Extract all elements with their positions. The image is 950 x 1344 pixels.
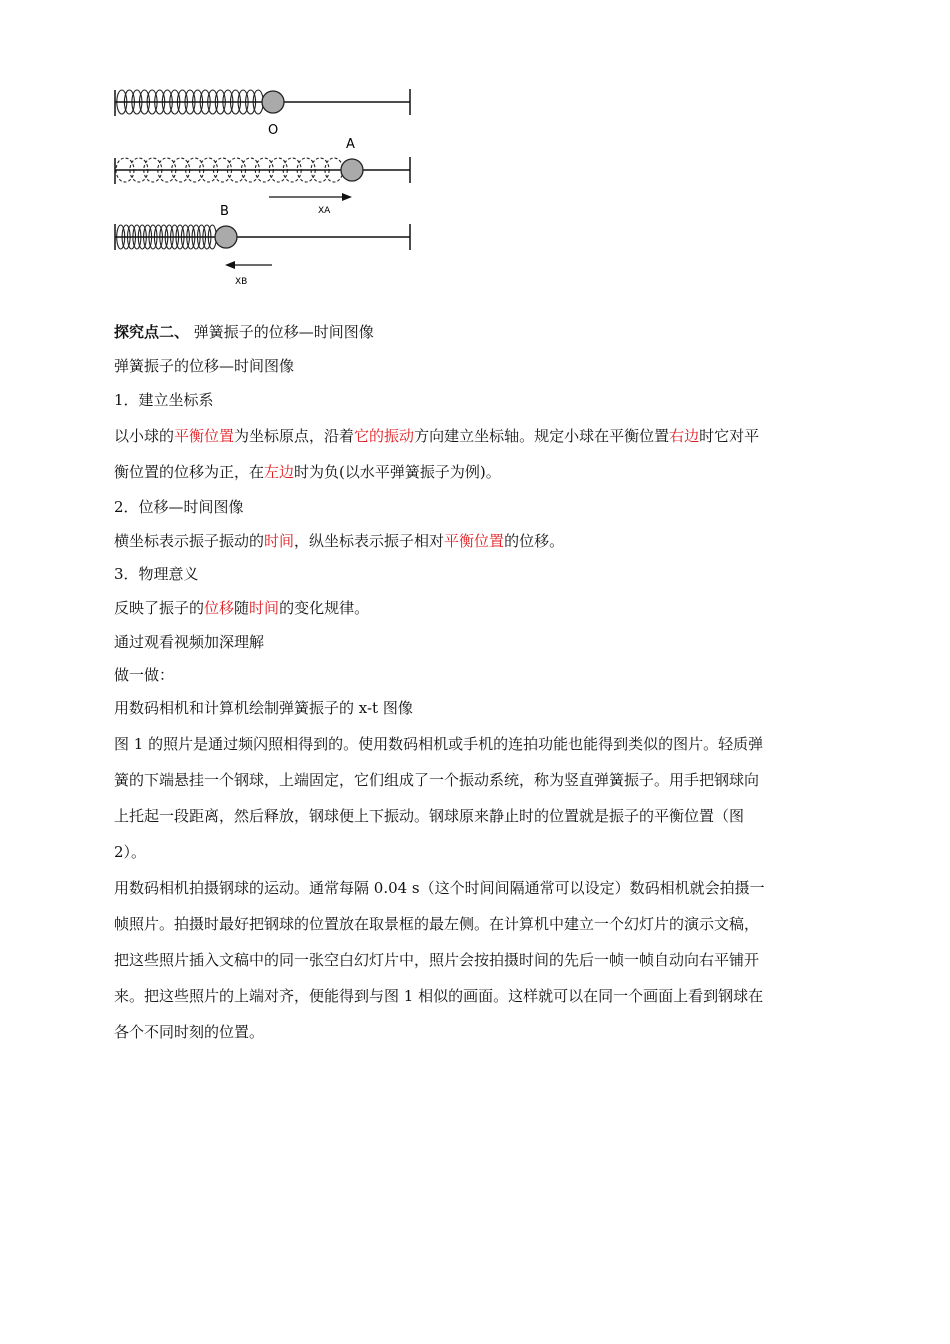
section-heading-title: 弹簧振子的位移—时间图像 (193, 323, 374, 341)
paragraph2-line1: 用数码相机拍摄钢球的运动。通常每隔 0.04 s（这个时间间隔通常可以设定）数码相机就会拍摄一 (114, 879, 765, 897)
spring-row-equilibrium (115, 89, 410, 138)
section-heading-label: 探究点二、 (114, 323, 190, 341)
item3-paragraph (114, 598, 844, 618)
paragraph1-line4: 2）。 (114, 843, 147, 861)
label-a: A (346, 137, 355, 152)
paragraph2-line2: 帧照片。拍摄时最好把钢球的位置放在取景框的最左侧。在计算机中建立一个幻灯片的演示文稿， (114, 915, 760, 933)
text-run: 的变化规律。 (279, 599, 370, 617)
text-run: 随 (234, 599, 250, 617)
highlight-text: 左边 (264, 463, 295, 481)
highlight-text: 平衡位置 (444, 532, 505, 550)
item2-title: 2．位移—时间图像 (114, 498, 244, 516)
spring-row-compressed (115, 204, 410, 287)
ball-a (341, 159, 363, 181)
paragraph2-line4: 来。把这些照片的上端对齐，便能得到与图 1 相似的画面。这样就可以在同一个画面上看到钢球在 (114, 987, 764, 1005)
do-it-heading: 做一做： (114, 666, 175, 684)
item1-paragraph-line2 (114, 462, 844, 482)
text-run: ，纵坐标表示振子相对 (294, 532, 445, 550)
paragraph1-line2: 簧的下端悬挂一个钢球，上端固定，它们组成了一个振动系统，称为竖直弹簧振子。用手把钢球向 (114, 771, 760, 789)
highlight-text: 时间 (264, 532, 295, 550)
section-heading (114, 322, 844, 342)
text-run: 以小球的 (114, 427, 175, 445)
highlight-text: 位移 (204, 599, 235, 617)
text-run: 的位移。 (504, 532, 565, 550)
highlight-text: 时间 (249, 599, 280, 617)
video-note: 通过观看视频加深理解 (114, 633, 265, 651)
item3-title: 3．物理意义 (114, 565, 199, 583)
item1-paragraph-line1 (114, 426, 844, 446)
label-o: O (268, 123, 279, 138)
section-subtitle: 弹簧振子的位移—时间图像 (114, 357, 295, 375)
ball-o (262, 91, 284, 113)
ball-b (215, 226, 237, 248)
paragraph1-line1: 图 1 的照片是通过频闪照相得到的。使用数码相机或手机的连拍功能也能得到类似的图片。轻质弹 (114, 735, 764, 753)
text-run: 方向建立坐标轴。规定小球在平衡位置 (414, 427, 670, 445)
item1-title: 1．建立坐标系 (114, 391, 214, 409)
paragraph2-line5: 各个不同时刻的位置。 (114, 1023, 265, 1041)
label-xa: XA (318, 206, 331, 216)
item2-paragraph (114, 531, 844, 551)
text-run: 为坐标原点，沿着 (234, 427, 355, 445)
text-run: 时为负(以水平弹簧振子为例)。 (294, 463, 501, 481)
highlight-text: 平衡位置 (174, 427, 235, 445)
text-run: 衡位置的位移为正，在 (114, 463, 265, 481)
paragraph2-line3: 把这些照片插入文稿中的同一张空白幻灯片中，照片会按拍摄时间的先后一帧一帧自动向右平铺开 (114, 951, 760, 969)
text-run: 横坐标表示振子振动的 (114, 532, 265, 550)
highlight-text: 它的振动 (354, 427, 415, 445)
label-xb: XB (235, 277, 248, 287)
label-b: B (220, 204, 229, 219)
text-run: 反映了振子的 (114, 599, 205, 617)
spring-oscillator-figure (112, 78, 418, 292)
paragraph1-line3: 上托起一段距离，然后释放，钢球便上下振动。钢球原来静止时的位置就是振子的平衡位置（图 (114, 807, 745, 825)
spring-row-stretched (115, 137, 410, 216)
highlight-text: 右边 (669, 427, 700, 445)
task-title: 用数码相机和计算机绘制弹簧振子的 x-t 图像 (114, 699, 413, 717)
text-run: 时它对平 (699, 427, 760, 445)
